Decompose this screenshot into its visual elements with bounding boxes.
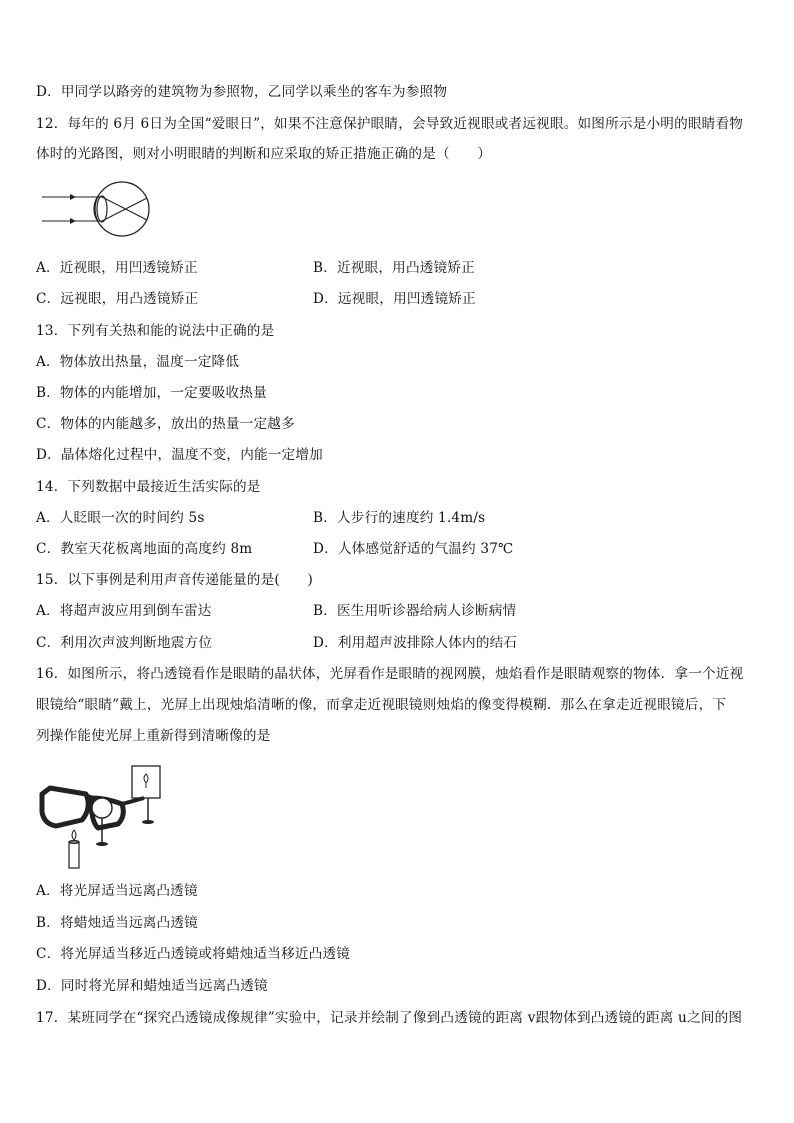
q12-option-a: A．近视眼，用凹透镜矫正	[36, 260, 198, 276]
q12-stem-line2: 体时的光路图，则对小明眼睛的判断和应采取的矫正措施正确的是（ ）	[36, 146, 492, 162]
glasses-lens-candle-screen-figure	[36, 760, 172, 870]
q16-stem-line1: 16．如图所示，将凸透镜看作是眼睛的晶状体，光屏看作是眼睛的视网膜，烛焰看作是眼睛观察的物体．拿一个近视	[36, 666, 744, 682]
candle	[69, 842, 79, 868]
q16-option-d: D．同时将光屏和蜡烛适当远离凸透镜	[36, 978, 268, 994]
eye-light-path-figure	[40, 180, 160, 240]
q14-option-d: D．人体感觉舒适的气温约 37℃	[313, 541, 514, 557]
light-screen	[132, 766, 160, 798]
q12-option-c: C．远视眼，用凸透镜矫正	[36, 291, 199, 307]
convex-lens	[92, 798, 112, 818]
q13-option-b: B．物体的内能增加，一定要吸收热量	[36, 385, 267, 401]
glasses-left-lens	[42, 788, 88, 826]
candle-flame	[72, 830, 76, 840]
q13-option-a: A．物体放出热量，温度一定降低	[36, 354, 240, 370]
q15-stem: 15．以下事例是利用声音传递能量的是( )	[36, 572, 313, 588]
q14-option-b: B．人步行的速度约 1.4m/s	[313, 510, 486, 526]
q11-option-d: D．甲同学以路旁的建筑物为参照物，乙同学以乘坐的客车为参照物	[36, 84, 448, 100]
q13-option-d: D．晶体熔化过程中，温度不变，内能一定增加	[36, 447, 323, 463]
q14-stem: 14．下列数据中最接近生活实际的是	[36, 479, 261, 495]
q15-option-d: D．利用超声波排除人体内的结石	[313, 635, 518, 651]
q16-option-b: B．将蜡烛适当远离凸透镜	[36, 915, 198, 931]
q16-option-a: A．将光屏适当远离凸透镜	[36, 883, 198, 899]
q16-option-c: C．将光屏适当移近凸透镜或将蜡烛适当移近凸透镜	[36, 946, 351, 962]
q14-option-a: A．人眨眼一次的时间约 5s	[36, 510, 205, 526]
q13-option-c: C．物体的内能越多，放出的热量一定越多	[36, 416, 295, 432]
q13-stem: 13．下列有关热和能的说法中正确的是	[36, 323, 275, 339]
q12-option-d: D．远视眼，用凹透镜矫正	[313, 291, 476, 307]
q16-stem-line3: 列操作能使光屏上重新得到清晰像的是	[36, 728, 271, 744]
q15-option-b: B．医生用听诊器给病人诊断病情	[313, 603, 517, 619]
q12-option-b: B．近视眼，用凸透镜矫正	[313, 260, 475, 276]
q16-stem-line2: 眼镜给“眼睛”戴上，光屏上出现烛焰清晰的像，而拿走近视眼镜则烛焰的像变得模糊．那么在拿走近视眼镜后，下	[36, 697, 727, 713]
q12-stem-line1: 12．每年的 6月 6日为全国“爱眼日”，如果不注意保护眼睛，会导致近视眼或者远视眼。如图所示是小明的眼睛看物	[36, 116, 744, 132]
q14-option-c: C．教室天花板离地面的高度约 8m	[36, 541, 253, 557]
q17-stem-line1: 17．某班同学在“探究凸透镜成像规律”实验中，记录并绘制了像到凸透镜的距离 v跟物体到凸透镜的距离 u之间的图	[36, 1010, 743, 1026]
q15-option-c: C．利用次声波判断地震方位	[36, 635, 213, 651]
q15-option-a: A．将超声波应用到倒车雷达	[36, 603, 212, 619]
